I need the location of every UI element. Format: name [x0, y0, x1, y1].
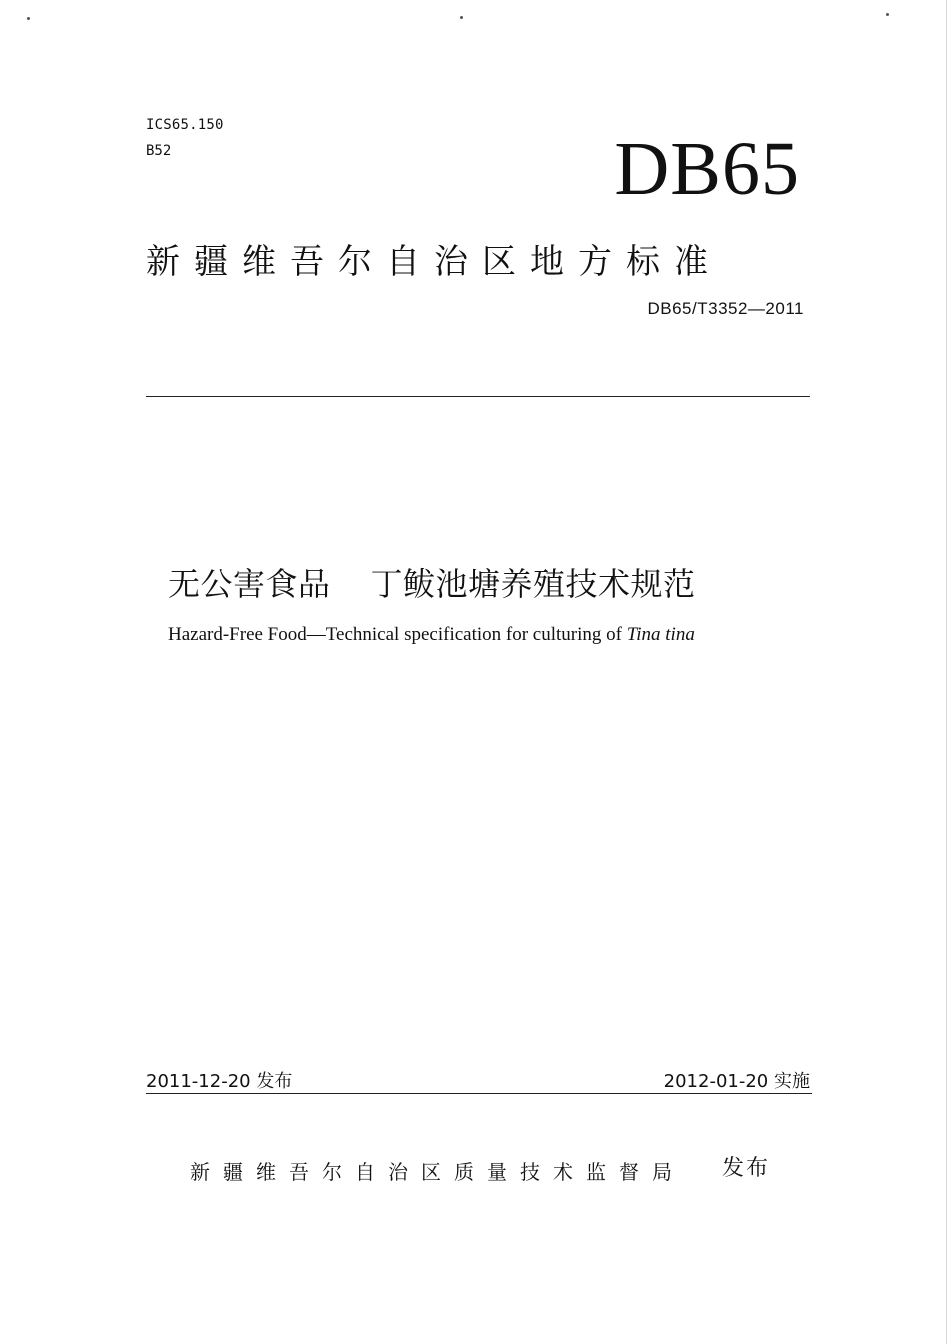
ics-code: ICS65.150 [146, 117, 224, 133]
document-title-zh [168, 562, 696, 606]
ccs-code: B52 [146, 143, 172, 159]
title-en-main: Hazard-Free Food—Technical specification for culturing of [168, 624, 627, 645]
standard-type-title: 新疆维吾尔自治区地方标准 [146, 242, 722, 282]
standard-number: DB65/T3352—2011 [647, 299, 804, 318]
bottom-divider [146, 1093, 812, 1094]
title-zh-part1: 无公害食品 [168, 565, 331, 603]
issuing-label: 发布 [722, 1156, 771, 1181]
scan-speck [886, 13, 889, 16]
title-zh-part2: 丁鲅池塘养殖技术规范 [370, 565, 696, 603]
standard-mark: DB65 [614, 127, 800, 211]
scan-speck [460, 16, 463, 19]
title-en-species: Tina tina [626, 624, 695, 645]
issuing-authority: 新疆维吾尔自治区质量技术监督局 [190, 1160, 685, 1184]
top-divider [146, 396, 810, 397]
scan-edge-line [946, 0, 947, 1344]
document-title-en [168, 622, 695, 648]
implementation-date: 2012-01-20 实施 [663, 1071, 810, 1092]
issue-date: 2011-12-20 发布 [146, 1071, 293, 1092]
scan-speck [27, 17, 30, 20]
